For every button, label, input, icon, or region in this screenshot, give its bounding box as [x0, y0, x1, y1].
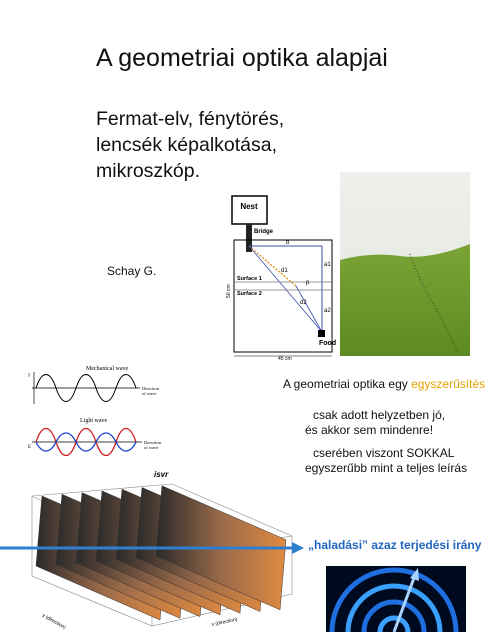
- direction-label: Direction: [142, 386, 159, 391]
- light-wave-label: Light wave: [80, 418, 108, 424]
- note-line: csak adott helyzetben jó,: [313, 408, 446, 422]
- author-name: Schay G.: [107, 264, 157, 278]
- surface2-label: Surface 2: [237, 291, 262, 297]
- subtitle-line: Fermat-elv, fénytörés,: [96, 108, 285, 130]
- side-dimension: 50 cm: [226, 284, 232, 298]
- p-label: p: [306, 280, 310, 286]
- light-wave-diagram: [26, 414, 172, 462]
- page-title: A geometriai optika alapjai: [96, 44, 388, 72]
- note-highlight: egyszerűsítés: [411, 377, 485, 391]
- propagation-direction-label: „haladási” azaz terjedési irány: [308, 538, 482, 552]
- bottom-dimension: 45 cm: [278, 356, 292, 362]
- surface1-label: Surface 1: [237, 276, 262, 282]
- simplification-note: [283, 377, 485, 391]
- propagation-arrow: [0, 540, 306, 556]
- a2-label: a2: [324, 308, 331, 314]
- axis-y-label: y (direction): [41, 612, 67, 631]
- d1-label: d1: [281, 268, 288, 274]
- subtitle-line: lencsék képalkotása,: [96, 134, 278, 156]
- b-label: b: [286, 240, 290, 246]
- note-line: cserében viszont SOKKAL: [313, 446, 455, 460]
- food-label: Food: [319, 340, 337, 347]
- note-prefix: A geometriai optika egy: [283, 377, 412, 391]
- bridge-label: Bridge: [254, 229, 274, 235]
- mechanical-wave-diagram: [26, 362, 172, 408]
- direction-label: of wave: [144, 445, 159, 450]
- nest-label: Nest: [240, 202, 258, 211]
- plot-label: isvr: [154, 470, 169, 479]
- direction-label: of wave: [142, 391, 157, 396]
- axis-e: E: [28, 445, 32, 450]
- ant-refraction-diagram: [226, 194, 340, 360]
- d2-label: d2: [300, 300, 307, 306]
- axis-x-label: x (direction): [211, 616, 238, 628]
- note-line: és akkor sem mindenre!: [305, 423, 434, 437]
- subtitle-line: mikroszkóp.: [96, 160, 201, 182]
- mechanical-wave-label: Mechanical wave: [86, 366, 129, 372]
- note-line: egyszerűbb mint a teljes leírás: [305, 461, 468, 475]
- ant-trail-photo: [340, 172, 470, 356]
- a1-label: a1: [324, 262, 331, 268]
- circular-wavefront-image: [326, 566, 466, 632]
- direction-label: Direction: [144, 440, 161, 445]
- axis-y: y: [28, 373, 31, 378]
